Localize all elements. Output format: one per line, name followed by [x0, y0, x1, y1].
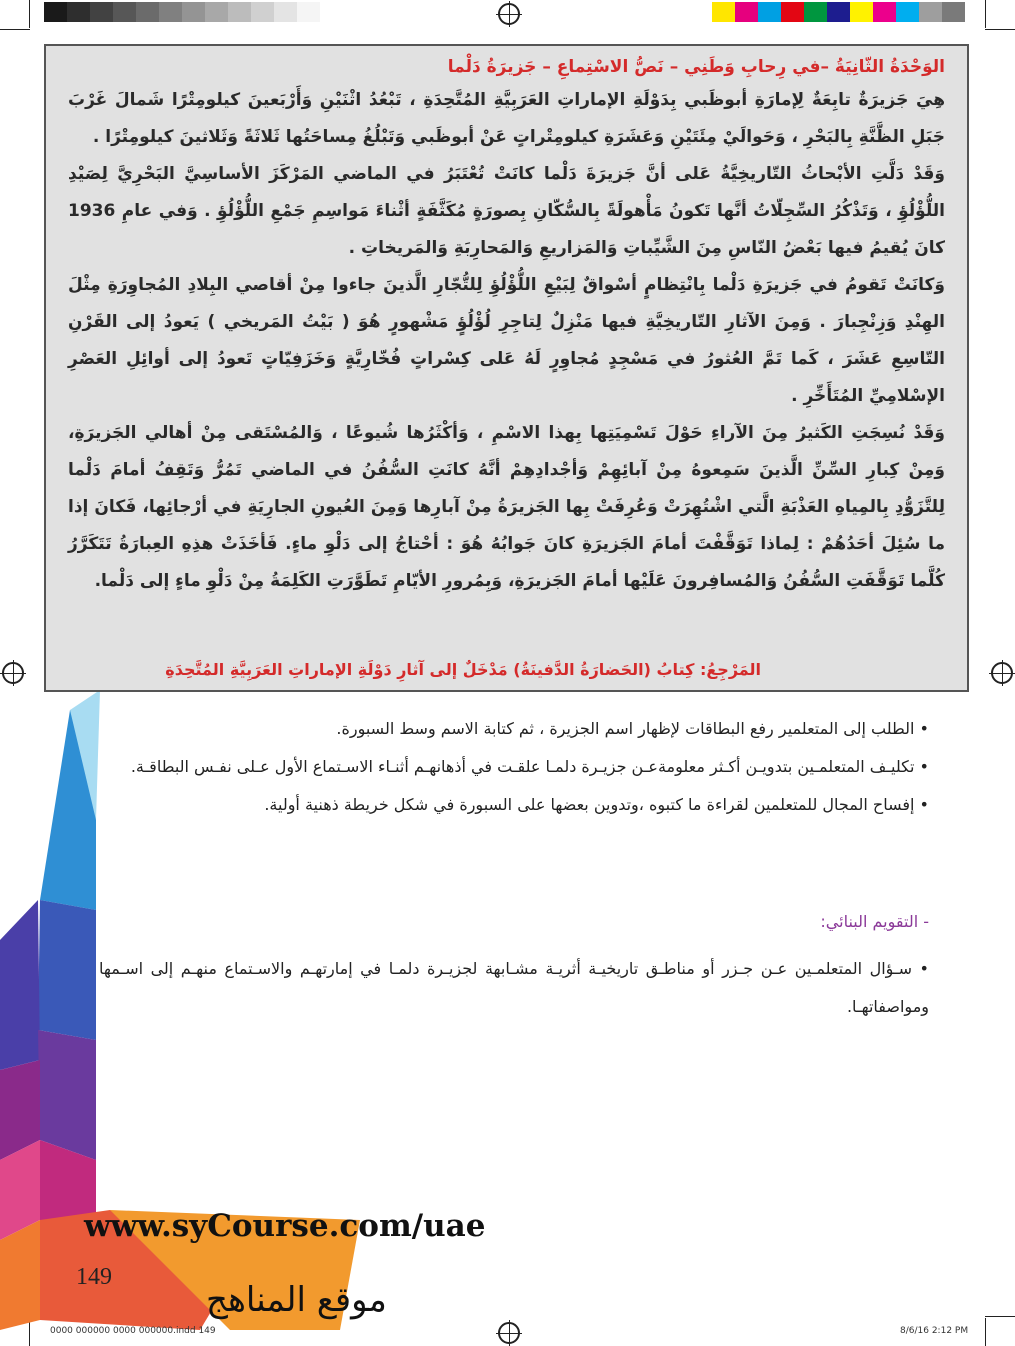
site-name-arabic: موقع المناهج — [206, 1280, 387, 1320]
gray-swatch — [297, 2, 320, 22]
registration-mark-icon — [498, 3, 520, 25]
passage-paragraph: وَكانَتْ تَقومُ في جَزيرَةِ دَلْما بِانْتِظامٍ أسْواقٌ لِبَيْعِ اللُّؤْلُؤِ لِلتُّجّارِ الَّذينَ جاءوا مِنْ أقاصي البِلادِ المُجاوِرَةِ مِثْلَ الهِنْدِ وَزِنْجِبارَ . وَمِنَ الآثارِ التّاريخِيَّةِ فيها مَنْزِلٌ لِتاجِرِ لُؤْلُؤٍ مَشْهورٍ هُوَ ( بَيْتُ المَريخي ) يَعودُ إلى القَرْنِ التّاسِعِ عَشَرَ ، كَما تَمَّ العُثورُ في مَسْجِدٍ مُجاوِرٍ لَهُ عَلى كِسْراتٍ فُخّارِيَّةٍ وَخَزَفِيّاتٍ تَعودُ إلى أوائِلِ العَصْرِ الإسْلامِيِّ المُتَأَخِّرِ . — [68, 275, 945, 406]
bullet-item: • تكليـف المتعلمـين بتدويـن أكـثر معلومةعـن جزيـرة دلمـا علقـت في أذهانهـم أثنـاء الاسـتماع الأول عـلى نفـس البطاقـة. — [130, 757, 929, 776]
gray-swatch — [274, 2, 297, 22]
trim-mark — [985, 0, 986, 28]
gray-swatch — [205, 2, 228, 22]
color-swatch — [919, 2, 942, 22]
color-swatch — [873, 2, 896, 22]
color-swatch — [758, 2, 781, 22]
passage-paragraph: هِيَ جَزيرَةٌ تابِعَةٌ لِإمارَةِ أبوظَبي بِدَوْلَةِ الإماراتِ العَرَبِيَّةِ المُتَّحِدَةِ ، تَبْعُدُ اثْنَيْنِ وَأَرْبَعينَ كيلومِتْرًا شَمالَ غَرْبَ جَبَلِ الظَّنَّةِ بِالبَحْرِ ، وَحَوالَيْ مِئَتَيْنِ وَعَشَرَةِ كيلومِتْراتٍ عَنْ أبوظَبي وَتَبْلُغُ مِساحَتُها ثَلاثَةً وَثَلاثينَ كيلومِتْرًا . — [68, 90, 945, 147]
trim-mark — [0, 29, 30, 30]
trim-mark — [29, 0, 30, 28]
gray-swatch — [44, 2, 67, 22]
gray-swatch — [136, 2, 159, 22]
website-url: www.syCourse.com/uae — [84, 1208, 486, 1244]
color-swatch — [712, 2, 735, 22]
color-swatch — [850, 2, 873, 22]
color-swatch — [942, 2, 965, 22]
registration-mark-icon — [498, 1322, 520, 1344]
bullet-item: • سـؤال المتعلمـين عـن جـزر أو مناطـق تاريخيـة أثريـة مشـابهة لجزيـرة دلمـا في إمارتهـم والاسـتماع منهـم إلى اسـمها ومواصفاتهـا. — [99, 959, 929, 1016]
gray-swatch — [90, 2, 113, 22]
color-swatch — [896, 2, 919, 22]
gray-swatch — [251, 2, 274, 22]
instruction-bullets — [99, 710, 929, 824]
gray-swatch — [113, 2, 136, 22]
gray-swatch — [159, 2, 182, 22]
color-calibration-bar — [712, 2, 965, 22]
color-swatch — [781, 2, 804, 22]
trim-mark — [985, 1316, 1015, 1317]
listening-passage-box — [44, 44, 969, 692]
registration-mark-icon — [991, 662, 1013, 684]
gray-swatch — [182, 2, 205, 22]
footer-date-time: 8/6/16 2:12 PM — [900, 1326, 969, 1336]
color-swatch — [804, 2, 827, 22]
passage-title: الوَحْدَةُ الثّانِيَةُ –في رِحابِ وَطَنِي – نَصُّ الاسْتِماعِ – جَزيرَةُ دَلْما — [447, 57, 945, 77]
page-number: 149 — [76, 1264, 112, 1290]
section-heading: - التقويم البنائي: — [820, 912, 929, 931]
assessment-bullets — [99, 950, 929, 1026]
passage-reference: المَرْجِعُ: كِتابُ (الحَضارَةُ الدَّفينَةُ) مَدْخَلٌ إلى آثارِ دَوْلَةِ الإماراتِ العَرَبِيَّةِ المُتَّحِدَةِ — [165, 660, 761, 679]
gray-swatch — [228, 2, 251, 22]
grayscale-calibration-bar — [44, 2, 320, 22]
color-swatch — [827, 2, 850, 22]
footer-file-slug: 0000 000000 0000 000000.indd 149 — [50, 1326, 216, 1336]
gray-swatch — [67, 2, 90, 22]
trim-mark — [985, 29, 1015, 30]
trim-mark — [985, 1318, 986, 1346]
passage-paragraph: وَقَدْ نُسِجَتِ الكَثيرُ مِنَ الآراءِ حَوْلَ تَسْمِيَتِها بِهذا الاسْمِ ، وَأكْثَرُها شُيوعًا ، وَالمُسْتَقى مِنْ أهالي الجَزيرَةِ، وَمِنْ كِبارِ السِّنِّ الَّذينَ سَمِعوهُ مِنْ آبائِهِمْ وَأجْدادِهِمْ أنَّهُ كانَتِ السُّفُنُ في الماضي تَمُرُّ وَتَقِفُ أمامَ دَلْما لِلتَّزَوُّدِ بِالمِياهِ العَذْبَةِ الَّتي اشْتُهِرَتْ وَعُرِفَتْ بِها الجَزيرَةُ مِنْ آبارِها وَمِنَ العُيونِ الجارِيَةِ في أرْجائِها، فَكانَ إذا ما سُئِلَ أحَدُهُمْ : لِماذا تَوَقَّفْتَ أمامَ الجَزيرَةِ كانَ جَوابُهُ هُوَ : أحْتاجُ إلى دَلْوِ ماءٍ. فَأخَذَتْ هذِهِ العِبارَةُ تَتَكَرَّرُ كُلَّما تَوَقَّفَتِ السُّفُنُ وَالمُسافِرونَ عَلَيْها أمامَ الجَزيرَةِ، وَبِمُرورِ الأيّامِ تَطَوَّرَتِ الكَلِمَةُ مِنْ دَلْوِ ماءٍ إلى دَلْما. — [68, 423, 945, 591]
bullet-item: • الطلب إلى المتعلمير رفع البطاقات لإظهار اسم الجزيرة ، ثم كتابة الاسم وسط السبورة. — [336, 719, 929, 738]
passage-paragraph: وَقَدْ دَلَّتِ الأبْحاثُ التّاريخِيَّةُ عَلى أنَّ جَزيرَةَ دَلْما كانَتْ تُعْتَبَرُ في الماضي المَرْكَزَ الأساسِيَّ البَحْرِيَّ لِصَيْدِ اللُّؤْلُؤِ ، وَتَذْكُرُ السِّجِلّاتُ أنَّها تَكونُ مَأْهولَةً بِالسُّكّانِ بِصورَةٍ مُكَثَّفَةٍ أثْناءَ مَواسِمِ جَمْعِ اللُّؤْلُؤِ . وَفي عامِ 1936 كانَ يُقيمُ فيها بَعْضُ النّاسِ مِنَ الشَّيِّباتِ وَالمَزاريعِ وَالمَحارِبَةِ وَالمَريخاتِ . — [68, 164, 945, 258]
bullet-item: • إفساح المجال للمتعلمين لقراءة ما كتبوه ،وتدوين بعضها على السبورة في شكل خريطة ذهنية أولية. — [264, 795, 929, 814]
color-swatch — [735, 2, 758, 22]
